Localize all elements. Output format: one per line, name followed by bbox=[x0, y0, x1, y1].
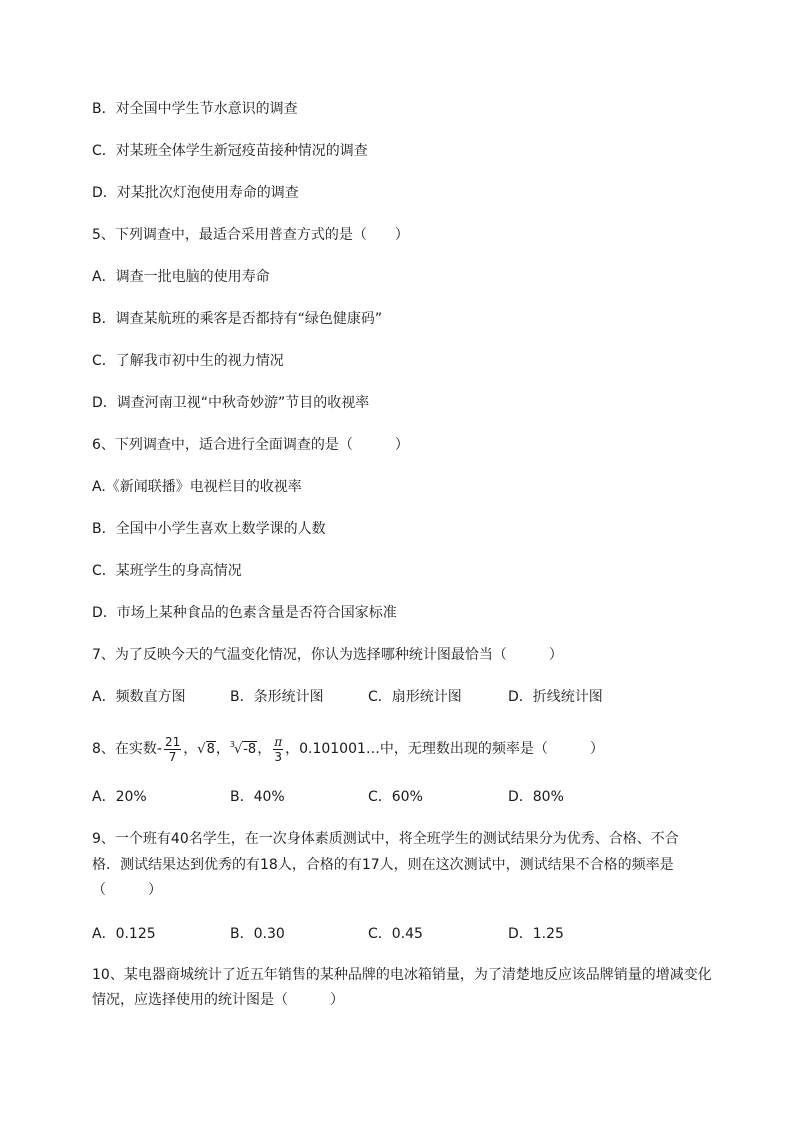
q8-cbrt-radicand: -8 bbox=[243, 742, 257, 757]
q7-option-a: A．频数直方图 bbox=[92, 689, 186, 705]
q5-stem: 5、下列调查中，最适合采用普查方式的是（ ） bbox=[92, 227, 409, 243]
q9-stem-line-3: （ ） bbox=[92, 882, 162, 898]
q8-fraction-pi-3 bbox=[273, 735, 283, 764]
q7-option-d: D．折线统计图 bbox=[508, 689, 603, 705]
q9-option-c: C．0.45 bbox=[368, 926, 423, 942]
q5-option-a: A．调查一批电脑的使用寿命 bbox=[92, 269, 270, 285]
q8-prefix: 8、在实数 bbox=[92, 741, 157, 757]
q8-minus-sign: - bbox=[156, 741, 162, 757]
q6-stem: 6、下列调查中，适合进行全面调查的是（ ） bbox=[92, 437, 409, 453]
q9-option-d: D．1.25 bbox=[508, 926, 564, 942]
q7-stem: 7、为了反映今天的气温变化情况，你认为选择哪种统计图最恰当（ ） bbox=[92, 647, 563, 663]
q8-frac1-numerator: 21 bbox=[164, 734, 181, 749]
q9-option-b: B．0.30 bbox=[230, 926, 285, 942]
q9-stem-line-2: 格．测试结果达到优秀的有18人，合格的有17人，则在这次测试中，测试结果不合格的频率是 bbox=[92, 857, 674, 873]
q8-frac1-denominator: 7 bbox=[168, 749, 177, 764]
q8-option-c: C．60% bbox=[368, 789, 423, 805]
q8-option-d: D．80% bbox=[508, 789, 564, 805]
q4-option-b: B．对全国中学生节水意识的调查 bbox=[92, 101, 298, 117]
q8-stem bbox=[92, 730, 604, 765]
q10-stem-line-1: 10、某电器商城统计了近五年销售的某种品牌的电冰箱销量，为了清楚地反应该品牌销量的增减变化 bbox=[92, 967, 712, 983]
q6-option-c: C．某班学生的身高情况 bbox=[92, 563, 242, 579]
q8-frac2-numerator: π bbox=[274, 734, 283, 749]
q8-suffix: ，0.101001…中，无理数出现的频率是（ ） bbox=[285, 741, 604, 757]
q8-fraction-21-7 bbox=[164, 735, 181, 764]
q7-option-b: B．条形统计图 bbox=[230, 689, 324, 705]
q6-option-b: B．全国中小学生喜欢上数学课的人数 bbox=[92, 521, 326, 537]
q8-separator: ， bbox=[183, 741, 198, 757]
q8-separator: ， bbox=[215, 741, 230, 757]
q4-option-d: D．对某批次灯泡使用寿命的调查 bbox=[92, 185, 299, 201]
q6-option-d: D．市场上某种食品的色素含量是否符合国家标准 bbox=[92, 605, 397, 621]
q7-option-c: C．扇形统计图 bbox=[368, 689, 462, 705]
q8-option-b: B．40% bbox=[230, 789, 285, 805]
q4-option-c: C．对某班全体学生新冠疫苗接种情况的调查 bbox=[92, 143, 368, 159]
q8-cbrt-minus-8: $^3$√-8 bbox=[229, 740, 257, 757]
q6-option-a: A.《新闻联播》电视栏目的收视率 bbox=[92, 479, 302, 495]
q8-separator: ， bbox=[257, 741, 272, 757]
q8-option-a: A．20% bbox=[92, 789, 147, 805]
q8-sqrt-8: √8 bbox=[197, 742, 215, 757]
q8-cbrt-index: 3 bbox=[229, 740, 235, 749]
q8-sqrt-radicand: 8 bbox=[206, 742, 215, 757]
q5-option-c: C．了解我市初中生的视力情况 bbox=[92, 353, 284, 369]
q8-frac2-denominator: 3 bbox=[274, 749, 282, 764]
q5-option-b: B．调查某航班的乘客是否都持有“绿色健康码” bbox=[92, 311, 383, 327]
q10-stem-line-2: 情况，应选择使用的统计图是（ ） bbox=[92, 992, 344, 1008]
q9-stem-line-1: 9、一个班有40名学生，在一次身体素质测试中，将全班学生的测试结果分为优秀、合格、不合 bbox=[92, 831, 679, 847]
q5-option-d: D．调查河南卫视“中秋奇妙游”节目的收视率 bbox=[92, 395, 370, 411]
q9-option-a: A．0.125 bbox=[92, 926, 156, 942]
